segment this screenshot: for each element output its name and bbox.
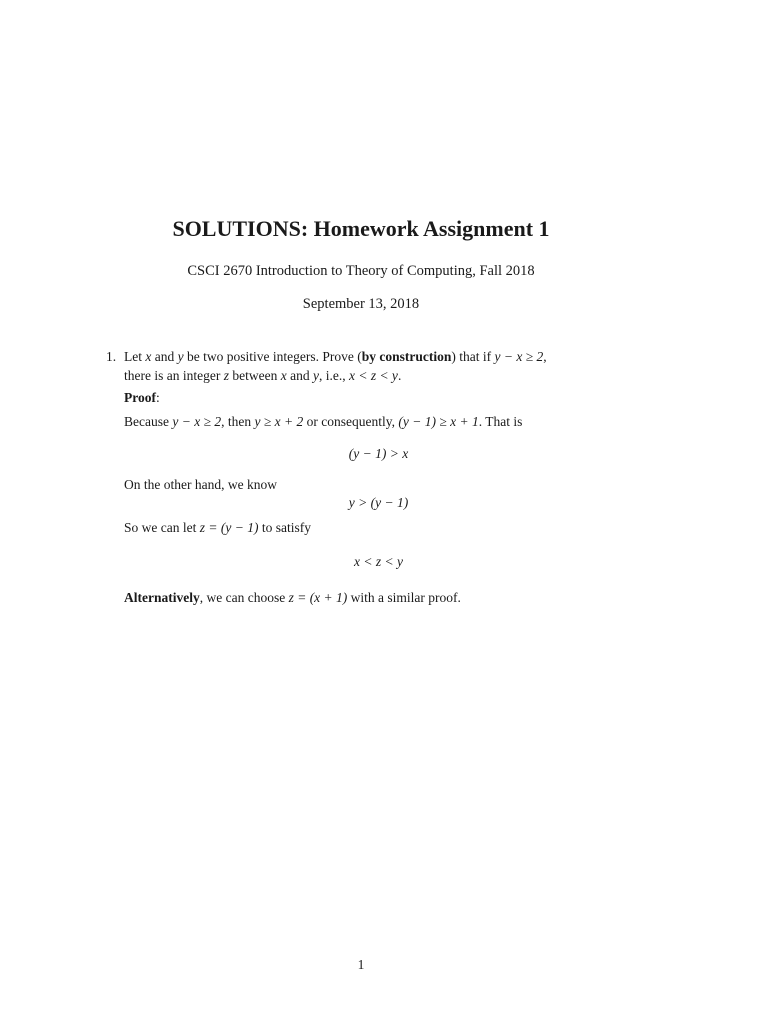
proof-label: Proof — [124, 390, 156, 405]
text-fragment: with a similar proof. — [347, 590, 461, 605]
problem-statement-line-2 — [124, 368, 401, 384]
page-number: 1 — [357, 957, 365, 972]
text-fragment: to satisfy — [258, 520, 311, 535]
text-fragment: be two positive integers. Prove ( — [183, 349, 362, 364]
document-date: September 13, 2018 — [302, 296, 420, 312]
proof-heading — [124, 390, 160, 406]
math-var: z — [223, 368, 229, 383]
text-fragment: , we can choose — [199, 590, 289, 605]
text-fragment: Let — [124, 349, 146, 364]
proof-line-other-hand: On the other hand, we know — [124, 477, 277, 492]
text-fragment: So we can let — [124, 520, 200, 535]
math-var: x — [280, 368, 287, 383]
math-expression: x < z < y — [348, 368, 398, 383]
proof-line-because — [124, 414, 522, 430]
math-expression: z = (x + 1) — [288, 590, 348, 605]
problem-number: 1. — [106, 349, 117, 364]
text-fragment: between — [228, 368, 281, 383]
bold-text: Alternatively — [124, 590, 200, 605]
bold-text: by construction — [361, 349, 452, 364]
math-expression: y ≥ x + 2 — [254, 414, 304, 429]
text-fragment: or consequently, — [303, 414, 399, 429]
math-var: y — [312, 368, 319, 383]
text-fragment: , then — [221, 414, 255, 429]
text-fragment: and — [151, 349, 178, 364]
text-fragment: there is an integer — [124, 368, 224, 383]
text-fragment: , — [543, 349, 547, 364]
proof-line-alternatively — [124, 590, 461, 606]
text-fragment: : — [156, 390, 160, 405]
equation-1: (y − 1) > x — [348, 446, 409, 461]
math-expression: y − x ≥ 2 — [494, 349, 544, 364]
text-fragment: ) that if — [451, 349, 495, 364]
math-var: y — [177, 349, 184, 364]
text-fragment: Because — [124, 414, 173, 429]
math-expression: (y − 1) ≥ x + 1 — [398, 414, 479, 429]
course-line: CSCI 2670 Introduction to Theory of Computing, Fall 2018 — [187, 263, 535, 279]
problem-statement-line-1 — [124, 349, 547, 365]
equation-2: y > (y − 1) — [348, 495, 409, 510]
text-fragment: . — [397, 368, 402, 383]
text-fragment: . That is — [478, 414, 523, 429]
document-title: SOLUTIONS: Homework Assignment 1 — [172, 216, 550, 241]
proof-line-so — [124, 520, 311, 536]
text-fragment: , i.e., — [318, 368, 349, 383]
math-var: x — [145, 349, 152, 364]
math-expression: y − x ≥ 2 — [172, 414, 222, 429]
equation-3: x < z < y — [354, 554, 403, 569]
math-expression: z = (y − 1) — [199, 520, 259, 535]
text-fragment: and — [286, 368, 313, 383]
